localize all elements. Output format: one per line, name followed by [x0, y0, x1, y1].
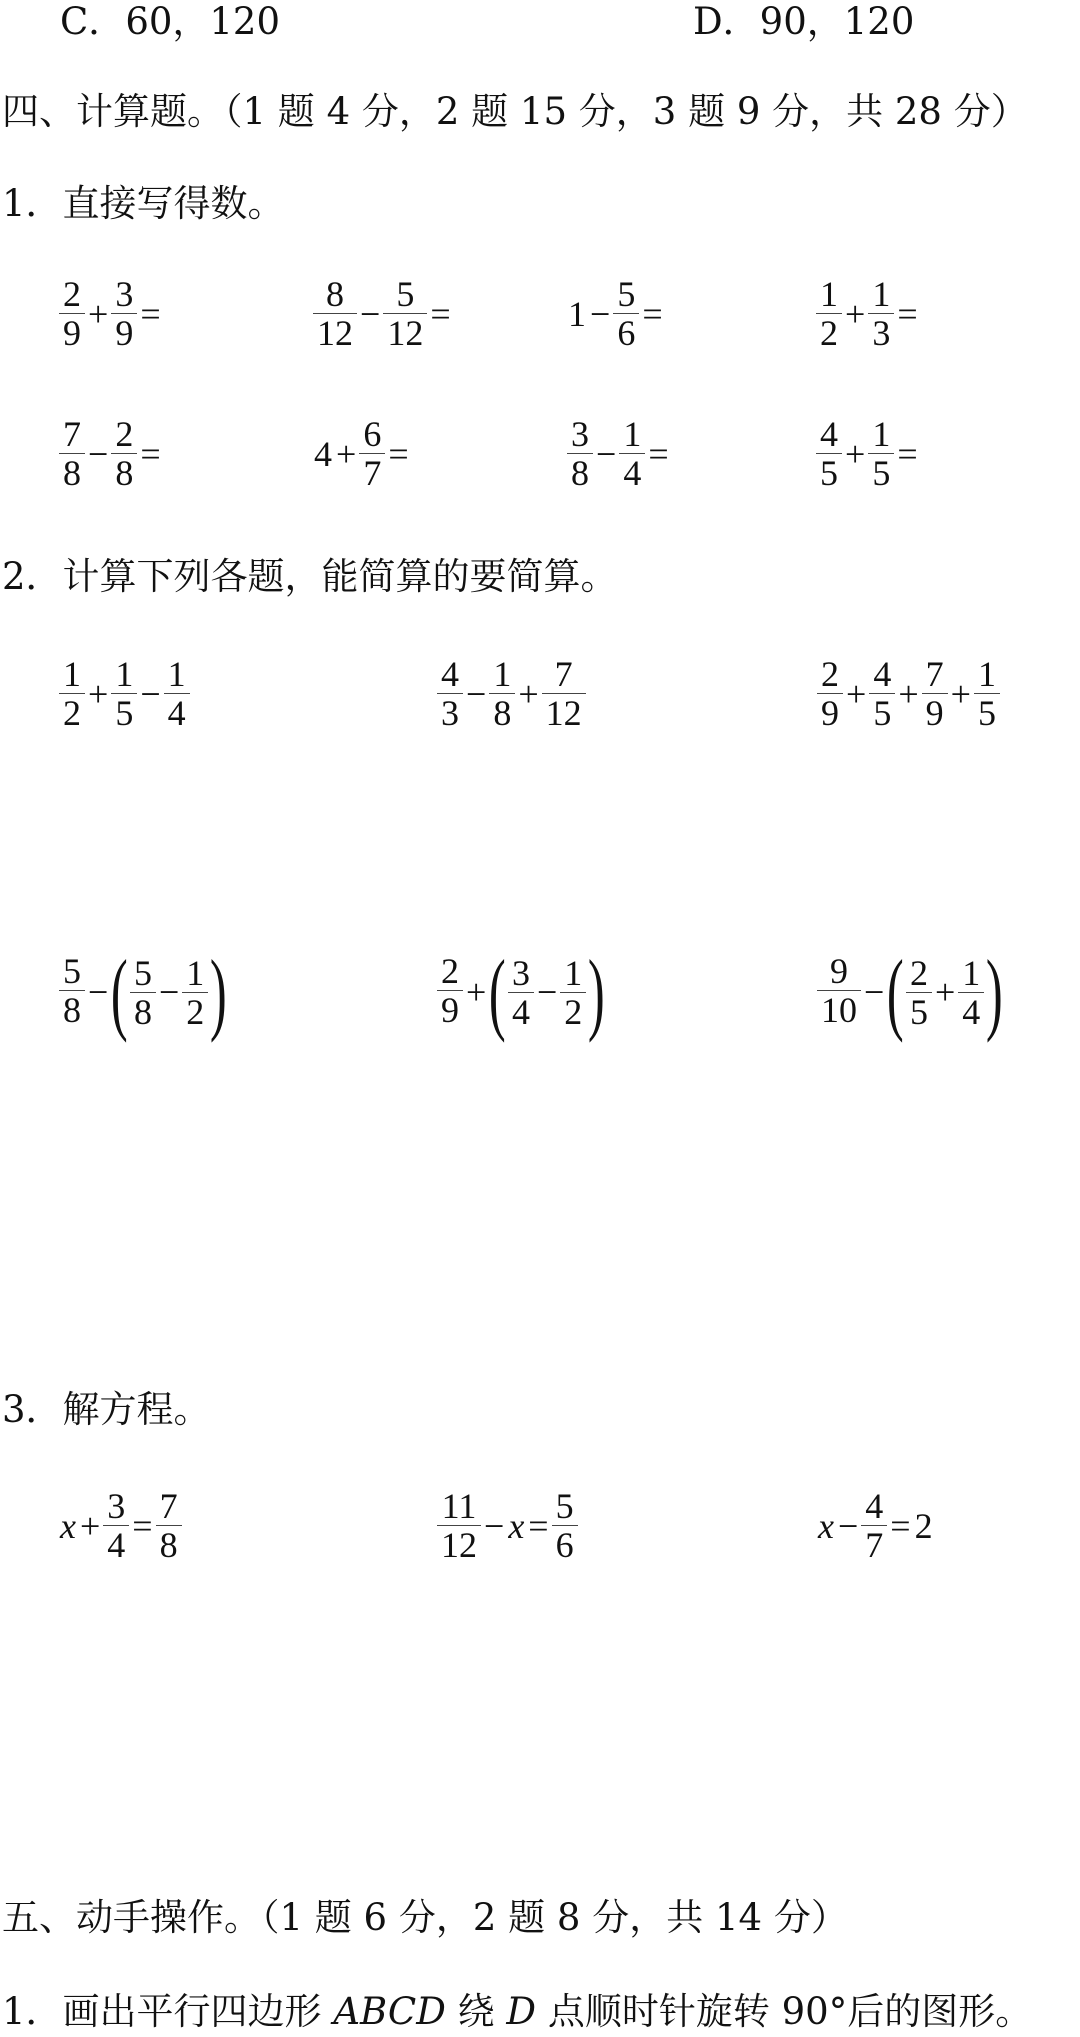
option-d: [693, 0, 914, 44]
math-symbol: +: [898, 673, 919, 714]
numerator: 5: [130, 954, 156, 993]
denominator: 9: [821, 693, 839, 733]
math-symbol: =: [648, 433, 669, 474]
fraction: [437, 952, 463, 1029]
numerator: 7: [542, 655, 586, 694]
q2-expr-3: [816, 655, 1001, 732]
fraction: [111, 655, 137, 732]
numerator: 7: [922, 655, 948, 694]
math-symbol: 1: [568, 293, 586, 334]
denominator: 9: [925, 693, 944, 733]
math-symbol: +: [88, 673, 109, 714]
numerator: 11: [437, 1487, 481, 1526]
math-symbol: −: [536, 972, 558, 1012]
denominator: 10: [821, 990, 857, 1031]
numerator: 1: [560, 954, 586, 993]
math-symbol: x: [60, 1505, 76, 1546]
denominator: 8: [159, 1525, 178, 1565]
point-name: D: [506, 1990, 537, 2033]
fraction: [59, 952, 85, 1029]
numerator: 3: [103, 1487, 129, 1526]
fraction: [59, 655, 85, 732]
denominator: 7: [865, 1525, 884, 1565]
option-d-label: D．: [693, 0, 760, 43]
denominator: 6: [555, 1525, 574, 1565]
numerator: 5: [613, 275, 639, 314]
math-symbol: =: [430, 293, 451, 334]
denominator: 4: [623, 453, 642, 493]
fraction: [383, 275, 427, 352]
fraction: [817, 952, 861, 1029]
section-4-title: 四、计算题。（1 题 4 分，2 题 15 分，3 题 9 分，共 28 分）: [2, 90, 1028, 133]
numerator: 5: [383, 275, 427, 314]
q1-item-7: [566, 415, 671, 492]
denominator: 9: [63, 313, 81, 353]
numerator: 1: [974, 655, 1000, 694]
denominator: 5: [909, 991, 928, 1032]
fraction: [164, 655, 190, 732]
denominator: 2: [63, 693, 81, 733]
numerator: 1: [111, 655, 137, 694]
math-symbol: −: [864, 972, 885, 1012]
numerator: 1: [164, 655, 190, 694]
fraction: [542, 655, 586, 732]
denominator: 3: [441, 693, 459, 733]
numerator: 3: [508, 954, 534, 993]
numerator: 1: [619, 415, 645, 454]
math-symbol: −: [590, 293, 611, 334]
denominator: 2: [186, 991, 205, 1032]
numerator: 1: [816, 275, 842, 314]
fraction: [59, 275, 85, 352]
fraction: [906, 954, 932, 1031]
fraction: [552, 1487, 578, 1564]
equation-1: [58, 1487, 183, 1564]
denominator: 4: [962, 991, 981, 1032]
math-symbol: +: [518, 673, 539, 714]
numerator: 7: [156, 1487, 182, 1526]
fraction: [59, 415, 85, 492]
denominator: 8: [115, 453, 134, 493]
math-symbol: =: [140, 433, 161, 474]
denominator: 8: [493, 693, 512, 733]
parenthesis: (: [489, 941, 507, 1043]
numerator: 1: [868, 415, 894, 454]
question-3-title: 3．解方程。: [2, 1388, 211, 1431]
parenthesis: (: [887, 941, 905, 1043]
fraction: [619, 415, 645, 492]
denominator: 12: [387, 313, 424, 353]
fraction: [869, 655, 895, 732]
math-symbol: =: [132, 1505, 153, 1546]
section-5-question-1: [2, 1990, 1032, 2034]
numerator: 4: [437, 655, 463, 694]
q2-expr-6: [816, 941, 1004, 1043]
parenthesis: ): [210, 941, 228, 1043]
numerator: 2: [59, 275, 85, 314]
q1-item-1: [58, 275, 163, 352]
q2-expr-2: [436, 655, 587, 732]
fraction: [103, 1487, 129, 1564]
fraction: [567, 415, 593, 492]
math-symbol: 4: [314, 433, 332, 474]
option-d-text: 90，120: [759, 0, 915, 43]
numerator: 6: [359, 415, 385, 454]
denominator: 4: [511, 991, 530, 1032]
math-symbol: +: [845, 433, 866, 474]
fraction: [560, 954, 586, 1031]
fraction: [156, 1487, 182, 1564]
math-symbol: +: [88, 293, 109, 334]
option-c: [60, 0, 280, 44]
math-symbol: −: [484, 1505, 505, 1546]
numerator: 2: [111, 415, 137, 454]
math-symbol: =: [890, 1505, 911, 1546]
q1-item-5: [58, 415, 163, 492]
denominator: 9: [441, 990, 459, 1031]
q1-text-pre: 1．画出平行四边形: [2, 1990, 334, 2033]
fraction: [817, 655, 843, 732]
fraction: [613, 275, 639, 352]
fraction: [359, 415, 385, 492]
math-symbol: =: [642, 293, 663, 334]
math-symbol: 2: [914, 1505, 933, 1546]
q1-text-post: 点顺时针旋转 90°后的图形。: [536, 1990, 1033, 2033]
numerator: 2: [437, 952, 463, 991]
denominator: 4: [107, 1525, 126, 1565]
denominator: 3: [872, 313, 891, 353]
math-symbol: =: [140, 293, 161, 334]
shape-name: ABCD: [333, 1990, 446, 2033]
numerator: 5: [552, 1487, 578, 1526]
math-symbol: −: [360, 293, 381, 334]
denominator: 9: [115, 313, 134, 353]
denominator: 4: [167, 693, 186, 733]
fraction: [922, 655, 948, 732]
fraction: [182, 954, 208, 1031]
denominator: 8: [571, 453, 589, 493]
numerator: 1: [59, 655, 85, 694]
fraction: [868, 275, 894, 352]
fraction: [508, 954, 534, 1031]
denominator: 6: [617, 313, 636, 353]
math-symbol: +: [950, 673, 971, 714]
math-symbol: x: [508, 1505, 525, 1546]
math-symbol: +: [79, 1505, 101, 1546]
numerator: 7: [59, 415, 85, 454]
fraction: [111, 275, 137, 352]
numerator: 4: [816, 415, 842, 454]
q2-expr-5: [436, 941, 606, 1043]
numerator: 1: [182, 954, 208, 993]
parenthesis: (: [111, 941, 129, 1043]
math-symbol: =: [528, 1505, 549, 1546]
numerator: 3: [567, 415, 593, 454]
denominator: 8: [63, 990, 81, 1031]
math-symbol: +: [336, 433, 357, 474]
math-symbol: −: [466, 673, 487, 714]
q1-text-mid: 绕: [445, 1990, 507, 2033]
fraction: [489, 655, 515, 732]
denominator: 5: [115, 693, 134, 733]
denominator: 8: [63, 453, 81, 493]
fraction: [861, 1487, 887, 1564]
math-symbol: =: [388, 433, 409, 474]
numerator: 5: [59, 952, 85, 991]
math-symbol: x: [818, 1505, 834, 1546]
math-symbol: =: [897, 293, 918, 334]
numerator: 8: [313, 275, 357, 314]
denominator: 2: [564, 991, 583, 1032]
fraction: [111, 415, 137, 492]
math-symbol: −: [140, 673, 161, 714]
math-symbol: −: [596, 433, 617, 474]
fraction: [974, 655, 1000, 732]
math-symbol: −: [88, 972, 109, 1012]
denominator: 5: [820, 453, 838, 493]
parenthesis: ): [588, 941, 606, 1043]
fraction: [437, 655, 463, 732]
option-c-label: C．: [60, 0, 126, 43]
denominator: 2: [820, 313, 838, 353]
q1-item-8: [815, 415, 920, 492]
math-symbol: −: [158, 972, 180, 1012]
fraction: [816, 415, 842, 492]
math-symbol: −: [88, 433, 109, 474]
numerator: 9: [817, 952, 861, 991]
q2-expr-4: [58, 941, 228, 1043]
fraction: [958, 954, 984, 1031]
denominator: 7: [363, 453, 382, 493]
denominator: 8: [133, 991, 152, 1032]
math-symbol: =: [897, 433, 918, 474]
numerator: 1: [489, 655, 515, 694]
numerator: 1: [868, 275, 894, 314]
fraction: [313, 275, 357, 352]
math-symbol: +: [845, 293, 866, 334]
math-symbol: +: [466, 972, 487, 1012]
fraction: [816, 275, 842, 352]
option-c-text: 60，120: [125, 0, 281, 43]
question-2-title: 2．计算下列各题，能简算的要简算。: [2, 555, 618, 598]
section-5-title: 五、动手操作。（1 题 6 分，2 题 8 分，共 14 分）: [2, 1896, 848, 1939]
numerator: 1: [958, 954, 984, 993]
q2-expr-1: [58, 655, 191, 732]
q1-item-3: [566, 275, 665, 352]
denominator: 5: [977, 693, 996, 733]
q1-item-4: [815, 275, 920, 352]
denominator: 12: [545, 693, 582, 733]
numerator: 2: [817, 655, 843, 694]
numerator: 4: [869, 655, 895, 694]
parenthesis: ): [986, 941, 1004, 1043]
math-symbol: +: [934, 972, 956, 1012]
q1-item-2: [312, 275, 453, 352]
fraction: [437, 1487, 481, 1564]
denominator: 5: [872, 453, 891, 493]
math-symbol: +: [846, 673, 867, 714]
equation-3: [816, 1487, 935, 1564]
math-symbol: −: [837, 1505, 859, 1546]
denominator: 12: [441, 1525, 477, 1565]
equation-2: [436, 1487, 579, 1564]
question-1-title: 1．直接写得数。: [2, 182, 285, 225]
fraction: [868, 415, 894, 492]
denominator: 12: [317, 313, 353, 353]
denominator: 5: [873, 693, 892, 733]
fraction: [130, 954, 156, 1031]
numerator: 4: [861, 1487, 887, 1526]
numerator: 3: [111, 275, 137, 314]
numerator: 2: [906, 954, 932, 993]
q1-item-6: [312, 415, 411, 492]
